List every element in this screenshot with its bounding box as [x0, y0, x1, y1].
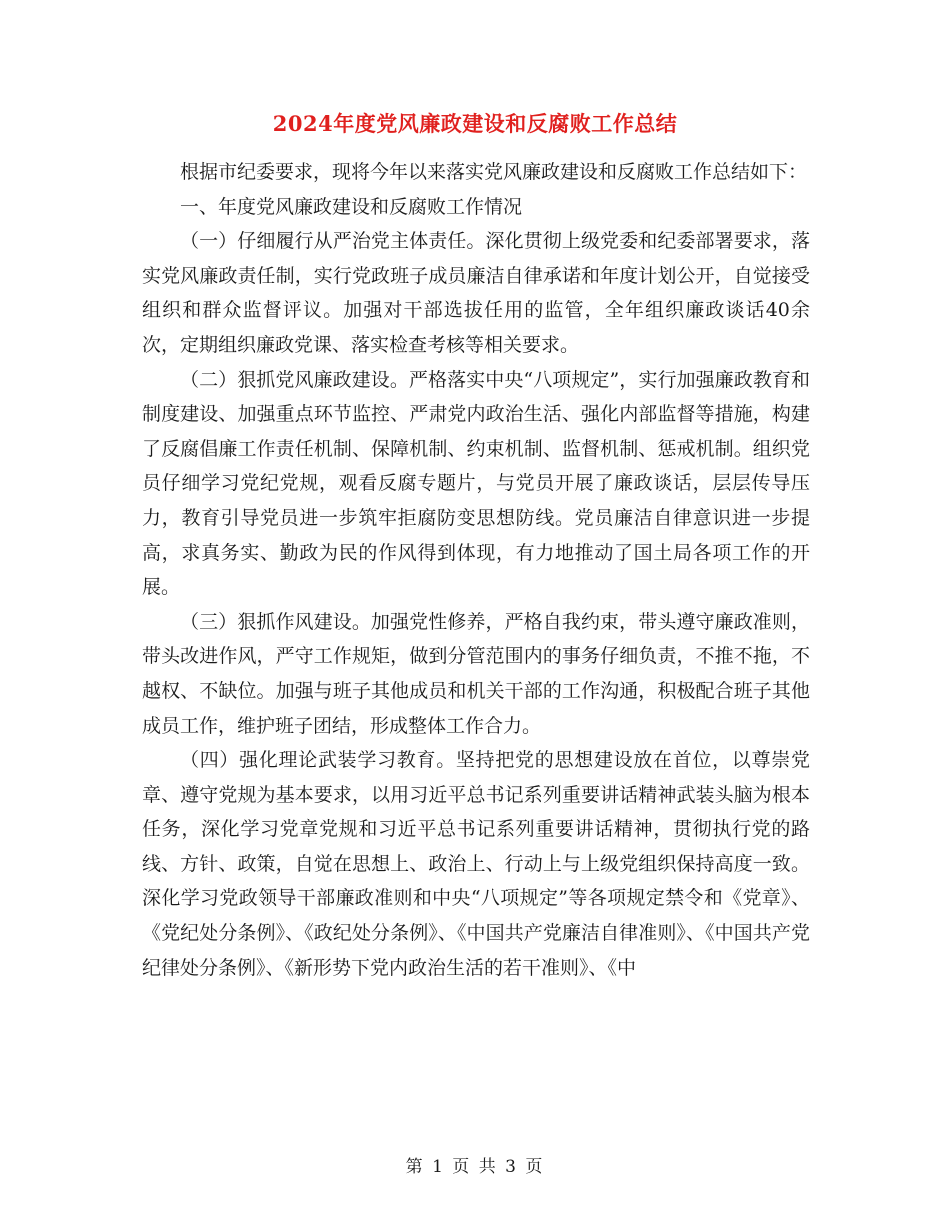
document-body [142, 155, 810, 985]
paragraph-item-4: （四）强化理论武装学习教育。坚持把党的思想建设放在首位，以尊崇党章、遵守党规为基本要求，以用习近平总书记系列重要讲话精神武装头脑为根本任务，深化学习党章党规和习近平总书记系列重要讲话精神，贯彻执行党的路线、方针、政策，自觉在思想上、政治上、行动上与上级党组织保持高度一致。深化学习党政领导干部廉政准则和中央“八项规定”等各项规定禁令和《党章》、《党纪处分条例》、《政纪处分条例》、《中国共产党廉洁自律准则》、《中国共产党纪律处分条例》、《新形势下党内政治生活的若干准则》、《中 [142, 749, 810, 979]
document-title: 2024年度党风廉政建设和反腐败工作总结 [272, 111, 678, 136]
section-heading: 一、年度党风廉政建设和反腐败工作情况 [180, 195, 523, 218]
paragraph-item-3: （三）狠抓作风建设。加强党性修养，严格自我约束，带头遵守廉政准则，带头改进作风，严守工作规矩，做到分管范围内的事务仔细负责，不推不拖，不越权、不缺位。加强与班子其他成员和机关干部的工作沟通，积极配合班子其他成员工作，维护班子团结，形成整体工作合力。 [142, 610, 810, 737]
page-footer: 第 1 页 共 3 页 [405, 1157, 545, 1177]
paragraph-item-2: （二）狠抓党风廉政建设。严格落实中央“八项规定”，实行加强廉政教育和制度建设、加强重点环节监控、严肃党内政治生活、强化内部监督等措施，构建了反腐倡廉工作责任机制、保障机制、约束机制、监督机制、惩戒机制。组织党员仔细学习党纪党规，观看反腐专题片，与党员开展了廉政谈话，层层传导压力，教育引导党员进一步筑牢拒腐防变思想防线。党员廉洁自律意识进一步提高，求真务实、勤政为民的作风得到体现，有力地推动了国土局各项工作的开展。 [142, 368, 810, 599]
paragraph-item-1: （一）仔细履行从严治党主体责任。深化贯彻上级党委和纪委部署要求，落实党风廉政责任制，实行党政班子成员廉洁自律承诺和年度计划公开，自觉接受组织和群众监督评议。加强对干部选拔任用的监管，全年组织廉政谈话40余次，定期组织廉政党课、落实检查考核等相关要求。 [142, 230, 810, 356]
paragraph-intro: 根据市纪委要求，现将今年以来落实党风廉政建设和反腐败工作总结如下： [180, 161, 808, 183]
